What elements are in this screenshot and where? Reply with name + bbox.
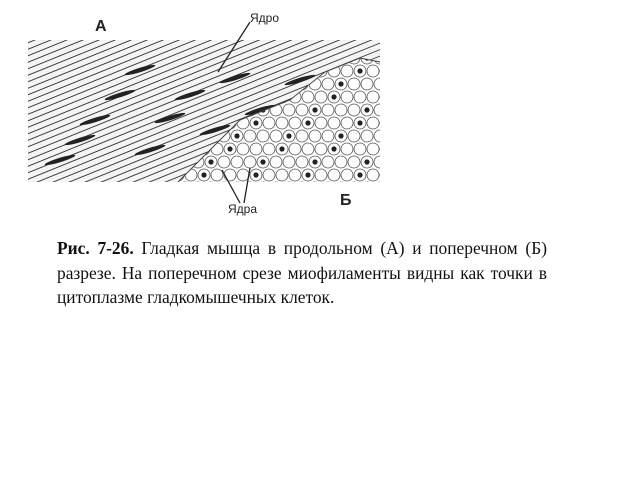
cross-section-cell (237, 143, 249, 155)
nucleus-label: Ядро (250, 11, 280, 25)
cross-section-cell (374, 104, 386, 116)
nucleus-cross (234, 185, 239, 190)
cross-section-cell (361, 78, 373, 90)
cross-section-cell (322, 130, 334, 142)
cross-section-cell (309, 130, 321, 142)
cross-section-cell (296, 156, 308, 168)
cross-section-cell (289, 169, 301, 181)
cross-section-cell (367, 169, 379, 181)
cross-section-cell (315, 169, 327, 181)
nucleus-cross (338, 81, 343, 86)
cross-section-cell (380, 117, 392, 129)
nucleus-cross (305, 172, 310, 177)
cross-section-cell (276, 117, 288, 129)
cross-section-cell (354, 91, 366, 103)
cross-section-cell (283, 104, 295, 116)
nucleus-cross (338, 133, 343, 138)
muscle-fiber-line (20, 176, 390, 231)
cross-section-cell (192, 182, 204, 194)
cross-section-cell (354, 143, 366, 155)
muscle-fiber-line (20, 202, 390, 231)
cross-section-cell (302, 91, 314, 103)
cross-section-cell (270, 156, 282, 168)
cross-section-cell (166, 182, 178, 194)
nucleus-cross (201, 172, 206, 177)
cross-section-cell (315, 91, 327, 103)
cross-section-cell (322, 156, 334, 168)
muscle-fiber-line (20, 0, 390, 46)
cross-section-cell (322, 104, 334, 116)
nucleus-cross (182, 185, 187, 190)
nucleus-cross (227, 146, 232, 151)
nucleus-cross (286, 185, 291, 190)
muscle-fiber-line (20, 215, 390, 231)
cross-section-cell (380, 169, 392, 181)
cross-section-cell (218, 182, 230, 194)
cross-section-cell (283, 182, 295, 194)
cross-section-cell (270, 182, 282, 194)
cross-section-cell (348, 104, 360, 116)
muscle-fiber-line (20, 0, 390, 20)
cross-section-cell (361, 182, 373, 194)
nucleus-cross (364, 107, 369, 112)
nucleus-cross (383, 94, 388, 99)
cross-section-cell (341, 143, 353, 155)
cross-section-cell (244, 156, 256, 168)
cross-section-cell (302, 143, 314, 155)
nucleus-cross (286, 133, 291, 138)
cross-section-cell (263, 143, 275, 155)
figure-caption (57, 236, 547, 310)
nucleus-cross (305, 120, 310, 125)
muscle-fiber-line (20, 0, 390, 7)
nucleus-cross (279, 146, 284, 151)
muscle-fiber-line (20, 0, 390, 27)
cross-section-cell (224, 169, 236, 181)
cross-section-cell (205, 182, 217, 194)
nucleus-cross (383, 146, 388, 151)
cross-section-cell (270, 130, 282, 142)
cross-section-cell (179, 182, 191, 194)
micrograph-figure (0, 0, 640, 230)
cross-section-cell (380, 91, 392, 103)
muscle-fiber-line (20, 0, 390, 33)
nucleus-cross (357, 120, 362, 125)
nucleus-cross (312, 107, 317, 112)
cross-section-cell (315, 143, 327, 155)
cross-section-cell (263, 117, 275, 129)
cross-section-cell (374, 156, 386, 168)
nucleus-cross (208, 159, 213, 164)
nucleus-cross (312, 159, 317, 164)
cross-section-cell (283, 156, 295, 168)
cross-section-cell (250, 143, 262, 155)
muscle-fiber-line (20, 208, 390, 230)
panel-b-label: Б (340, 192, 352, 209)
cross-section-cell (296, 104, 308, 116)
cross-section-cell (341, 65, 353, 77)
cross-section-cell (296, 182, 308, 194)
muscle-fiber-line (20, 195, 390, 230)
nucleus-cross (260, 159, 265, 164)
cross-section-cell (322, 182, 334, 194)
cross-section-cell (335, 104, 347, 116)
nucleus-cross (338, 185, 343, 190)
cross-section-cell (244, 130, 256, 142)
caption-number: Рис. 7-26. (57, 238, 134, 258)
nucleus-cross (364, 159, 369, 164)
muscle-fiber-line (20, 182, 390, 230)
muscle-fiber-line (20, 189, 390, 231)
nucleus-cross (234, 133, 239, 138)
nucleus-cross (357, 68, 362, 73)
muscle-fiber-line (20, 0, 390, 40)
nucleus-cross (331, 94, 336, 99)
muscle-fiber-line (20, 228, 390, 231)
muscle-fiber-line (20, 0, 390, 14)
cross-section-cell (341, 117, 353, 129)
cross-section-cell (322, 78, 334, 90)
nucleus-cross (253, 172, 258, 177)
nucleus-cross (253, 120, 258, 125)
cross-section-cell (367, 117, 379, 129)
cross-section-cell (341, 169, 353, 181)
cross-section-cell (218, 156, 230, 168)
cross-section-cell (257, 130, 269, 142)
cross-section-cell (289, 143, 301, 155)
cross-section-cell (361, 130, 373, 142)
cross-section-cell (231, 156, 243, 168)
cross-section-cell (374, 182, 386, 194)
muscle-fiber-line (20, 0, 390, 1)
cross-section-cell (380, 65, 392, 77)
cross-section-cell (348, 130, 360, 142)
cross-section-cell (276, 169, 288, 181)
cross-section-cell (211, 169, 223, 181)
cross-section-cell (309, 182, 321, 194)
cross-section-cell (328, 169, 340, 181)
cross-section-cell (367, 91, 379, 103)
cross-section-cell (257, 182, 269, 194)
cross-section-cell (231, 182, 243, 194)
muscle-fiber-line (20, 221, 390, 230)
nucleus-cross (357, 172, 362, 177)
cross-section-cell (328, 117, 340, 129)
cross-section-cell (289, 117, 301, 129)
cross-section-cell (348, 78, 360, 90)
cross-section-cell (263, 169, 275, 181)
cross-section-cell (374, 130, 386, 142)
cross-section-cell (380, 143, 392, 155)
panel-a-label: А (95, 18, 107, 35)
cross-section-cell (341, 91, 353, 103)
nuclei-label: Ядра (228, 202, 258, 216)
cross-section-cell (367, 65, 379, 77)
cross-section-cell (367, 143, 379, 155)
cross-section-cell (315, 117, 327, 129)
cross-section-cell (237, 169, 249, 181)
cross-section-cell (348, 156, 360, 168)
caption-text: Гладкая мышца в продольном (А) и поперечном (Б) разрезе. На поперечном срезе миофиламенты видны как точки в цитоплазме гладкомышечных клеток. (57, 238, 547, 307)
cross-section-cell (374, 78, 386, 90)
cross-section-cell (335, 156, 347, 168)
nucleus-cross (331, 146, 336, 151)
cross-section-cell (296, 130, 308, 142)
